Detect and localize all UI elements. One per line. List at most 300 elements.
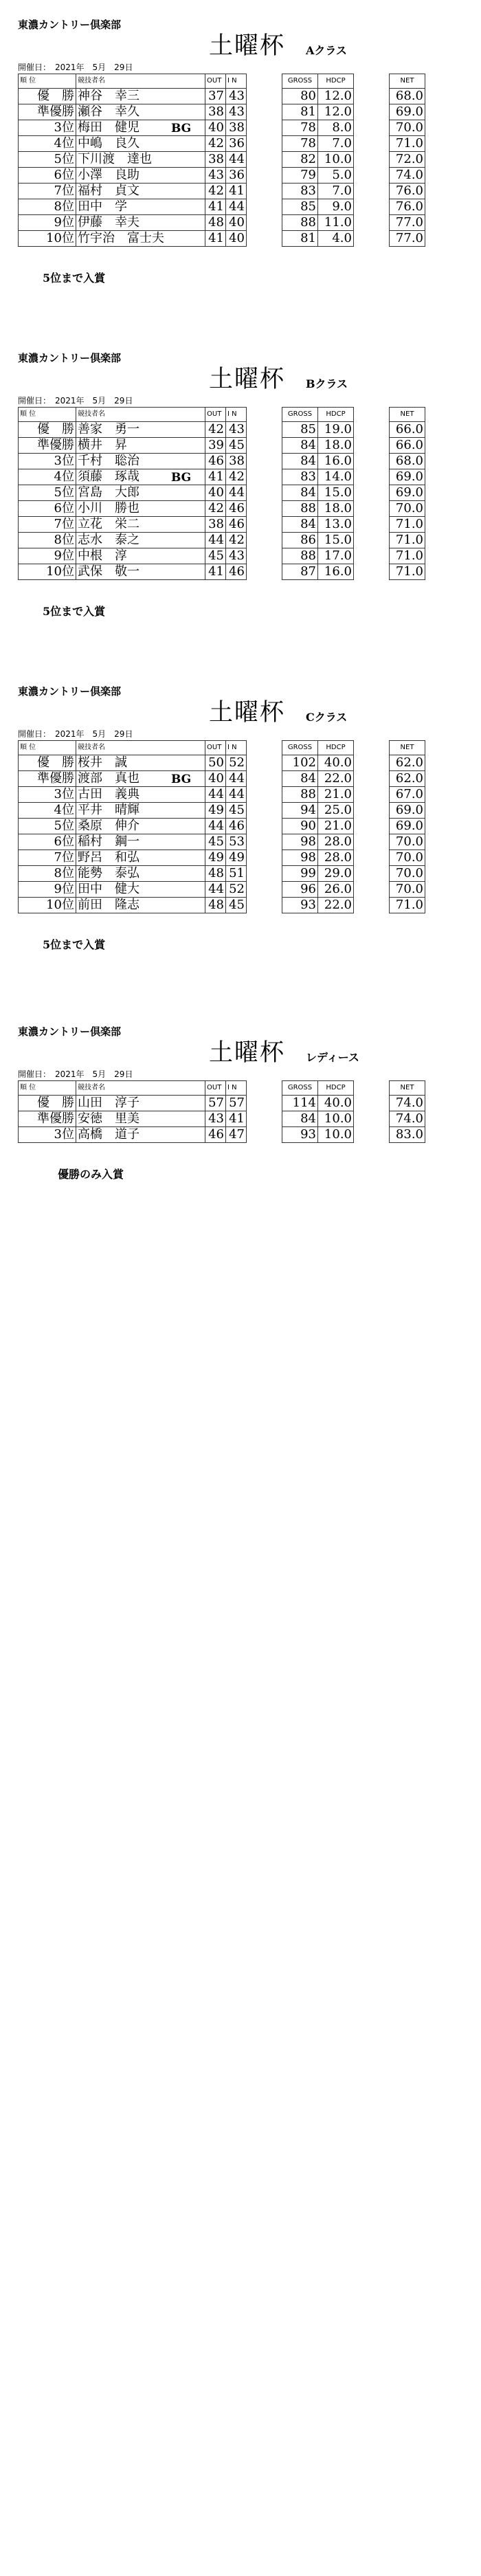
in-score-cell: 46 xyxy=(226,819,247,834)
out-score-cell: 44 xyxy=(205,787,226,803)
column-spacer xyxy=(354,548,390,564)
column-spacer xyxy=(354,882,390,898)
rank-cell: 7位 xyxy=(19,517,76,533)
column-spacer xyxy=(354,136,390,152)
net-score-cell: 71.0 xyxy=(390,517,425,533)
gross-score-cell: 102 xyxy=(282,755,318,771)
table-row xyxy=(19,184,425,199)
rank-cell: 9位 xyxy=(19,215,76,231)
column-spacer xyxy=(247,438,282,454)
player-name: 横井 昇 xyxy=(78,438,127,452)
column-spacer xyxy=(354,422,390,438)
column-header-rank: 順 位 xyxy=(19,408,76,422)
rank-cell: 優 勝 xyxy=(19,755,76,771)
rank-cell: 3位 xyxy=(19,454,76,469)
table-row xyxy=(19,231,425,247)
column-spacer xyxy=(247,408,282,422)
player-name-cell xyxy=(76,469,205,485)
player-name-cell xyxy=(76,120,205,136)
table-row xyxy=(19,120,425,136)
table-row xyxy=(19,469,425,485)
net-score-cell: 71.0 xyxy=(390,564,425,580)
player-name: 神谷 幸三 xyxy=(78,89,139,103)
rank-cell: 3位 xyxy=(19,1127,76,1143)
tournament-title: 土曜杯 xyxy=(209,699,286,726)
gross-score-cell: 85 xyxy=(282,422,318,438)
hdcp-cell: 13.0 xyxy=(318,517,354,533)
player-name: 善家 勇一 xyxy=(78,422,139,436)
player-name: 稲村 鋼一 xyxy=(78,834,139,849)
hdcp-cell: 4.0 xyxy=(318,231,354,247)
table-row xyxy=(19,755,425,771)
column-spacer xyxy=(354,120,390,136)
column-spacer xyxy=(354,850,390,866)
gross-score-cell: 83 xyxy=(282,469,318,485)
gross-score-cell: 98 xyxy=(282,834,318,850)
rank-cell: 準優勝 xyxy=(19,1111,76,1127)
results-table xyxy=(18,74,425,247)
out-score-cell: 40 xyxy=(205,771,226,787)
table-row xyxy=(19,501,425,517)
player-name: 小澤 良助 xyxy=(78,168,139,182)
in-score-cell: 41 xyxy=(226,1111,247,1127)
hdcp-cell: 22.0 xyxy=(318,898,354,913)
rank-cell: 6位 xyxy=(19,168,76,184)
club-name: 東濃カントリー倶楽部 xyxy=(18,19,122,31)
in-score-cell: 53 xyxy=(226,834,247,850)
in-score-cell: 38 xyxy=(226,120,247,136)
bg-mark: BG xyxy=(171,471,192,485)
column-spacer xyxy=(247,850,282,866)
table-row xyxy=(19,1096,425,1111)
out-score-cell: 41 xyxy=(205,469,226,485)
in-score-cell: 51 xyxy=(226,866,247,882)
gross-score-cell: 88 xyxy=(282,501,318,517)
gross-score-cell: 81 xyxy=(282,104,318,120)
rank-cell: 6位 xyxy=(19,834,76,850)
column-header-rank: 順 位 xyxy=(19,74,76,89)
net-score-cell: 67.0 xyxy=(390,787,425,803)
hdcp-cell: 10.0 xyxy=(318,152,354,168)
gross-score-cell: 94 xyxy=(282,803,318,819)
column-header-rank: 順 位 xyxy=(19,1081,76,1096)
player-name-cell xyxy=(76,104,205,120)
player-name-cell xyxy=(76,485,205,501)
player-name: 山田 淳子 xyxy=(78,1096,139,1110)
gross-score-cell: 84 xyxy=(282,454,318,469)
gross-score-cell: 83 xyxy=(282,184,318,199)
player-name-cell xyxy=(76,1127,205,1143)
in-score-cell: 38 xyxy=(226,454,247,469)
column-header-hdcp: HDCP xyxy=(318,1081,354,1096)
in-score-cell: 44 xyxy=(226,787,247,803)
table-row xyxy=(19,517,425,533)
column-spacer xyxy=(247,231,282,247)
table-row xyxy=(19,152,425,168)
rank-cell: 優 勝 xyxy=(19,89,76,104)
bg-mark: BG xyxy=(171,773,192,786)
column-spacer xyxy=(247,771,282,787)
in-score-cell: 44 xyxy=(226,152,247,168)
hdcp-cell: 18.0 xyxy=(318,501,354,517)
net-score-cell: 76.0 xyxy=(390,184,425,199)
player-name: 古田 義典 xyxy=(78,787,139,801)
table-row xyxy=(19,771,425,787)
net-score-cell: 70.0 xyxy=(390,120,425,136)
column-spacer xyxy=(247,485,282,501)
out-score-cell: 48 xyxy=(205,898,226,913)
hdcp-cell: 40.0 xyxy=(318,755,354,771)
net-score-cell: 76.0 xyxy=(390,199,425,215)
gross-score-cell: 85 xyxy=(282,199,318,215)
hdcp-cell: 10.0 xyxy=(318,1111,354,1127)
column-spacer xyxy=(354,834,390,850)
in-score-cell: 45 xyxy=(226,803,247,819)
table-row xyxy=(19,136,425,152)
in-score-cell: 42 xyxy=(226,533,247,548)
player-name: 平井 晴輝 xyxy=(78,803,139,817)
player-name: 田中 健大 xyxy=(78,882,139,896)
column-spacer xyxy=(247,803,282,819)
player-name-cell xyxy=(76,1111,205,1127)
out-score-cell: 42 xyxy=(205,501,226,517)
column-spacer xyxy=(354,564,390,580)
net-score-cell: 77.0 xyxy=(390,215,425,231)
player-name-cell xyxy=(76,1096,205,1111)
hdcp-cell: 19.0 xyxy=(318,422,354,438)
net-score-cell: 70.0 xyxy=(390,882,425,898)
player-name: 福村 貞文 xyxy=(78,184,139,198)
rank-cell: 6位 xyxy=(19,501,76,517)
column-spacer xyxy=(354,231,390,247)
player-name: 前田 隆志 xyxy=(78,898,139,912)
column-spacer xyxy=(354,755,390,771)
rank-cell: 優 勝 xyxy=(19,1096,76,1111)
event-date: 開催日： 2021年 5月 29日 xyxy=(18,396,133,406)
prize-note: 優勝のみ入賞 xyxy=(58,1168,124,1181)
column-spacer xyxy=(354,408,390,422)
rank-cell: 7位 xyxy=(19,850,76,866)
player-name: 能勢 泰弘 xyxy=(78,866,139,880)
net-score-cell: 69.0 xyxy=(390,485,425,501)
rank-cell: 4位 xyxy=(19,803,76,819)
column-header-hdcp: HDCP xyxy=(318,74,354,89)
in-score-cell: 36 xyxy=(226,136,247,152)
in-score-cell: 43 xyxy=(226,548,247,564)
net-score-cell: 70.0 xyxy=(390,501,425,517)
player-name-cell xyxy=(76,454,205,469)
hdcp-cell: 28.0 xyxy=(318,834,354,850)
hdcp-cell: 11.0 xyxy=(318,215,354,231)
out-score-cell: 44 xyxy=(205,533,226,548)
player-name-cell xyxy=(76,517,205,533)
net-score-cell: 69.0 xyxy=(390,104,425,120)
column-spacer xyxy=(354,1096,390,1111)
hdcp-cell: 16.0 xyxy=(318,564,354,580)
column-spacer xyxy=(354,1111,390,1127)
hdcp-cell: 7.0 xyxy=(318,184,354,199)
gross-score-cell: 81 xyxy=(282,231,318,247)
out-score-cell: 41 xyxy=(205,231,226,247)
out-score-cell: 37 xyxy=(205,89,226,104)
player-name-cell xyxy=(76,533,205,548)
table-row xyxy=(19,199,425,215)
column-spacer xyxy=(247,469,282,485)
table-row xyxy=(19,548,425,564)
out-score-cell: 48 xyxy=(205,215,226,231)
player-name: 渡部 真也 xyxy=(78,771,139,786)
column-spacer xyxy=(354,74,390,89)
out-score-cell: 41 xyxy=(205,199,226,215)
net-score-cell: 74.0 xyxy=(390,168,425,184)
column-header-name: 競技者名 xyxy=(76,741,205,755)
player-name-cell xyxy=(76,152,205,168)
column-spacer xyxy=(247,199,282,215)
results-section xyxy=(0,684,481,1014)
in-score-cell: 44 xyxy=(226,771,247,787)
in-score-cell: 44 xyxy=(226,199,247,215)
hdcp-cell: 7.0 xyxy=(318,136,354,152)
column-spacer xyxy=(354,517,390,533)
player-name-cell xyxy=(76,501,205,517)
table-row xyxy=(19,1127,425,1143)
out-score-cell: 39 xyxy=(205,438,226,454)
table-row xyxy=(19,882,425,898)
player-name: 宮島 大郎 xyxy=(78,485,139,500)
rank-cell: 4位 xyxy=(19,136,76,152)
club-name: 東濃カントリー倶楽部 xyxy=(18,352,122,364)
column-header-name: 競技者名 xyxy=(76,408,205,422)
column-spacer xyxy=(247,787,282,803)
player-name-cell xyxy=(76,803,205,819)
net-score-cell: 74.0 xyxy=(390,1096,425,1111)
player-name-cell xyxy=(76,755,205,771)
gross-score-cell: 84 xyxy=(282,438,318,454)
in-score-cell: 44 xyxy=(226,485,247,501)
club-name: 東濃カントリー倶楽部 xyxy=(18,1025,122,1038)
prize-note: 5位まで入賞 xyxy=(43,938,106,951)
out-score-cell: 42 xyxy=(205,422,226,438)
tournament-title: 土曜杯 xyxy=(209,366,286,393)
gross-score-cell: 79 xyxy=(282,168,318,184)
out-score-cell: 57 xyxy=(205,1096,226,1111)
class-label: Bクラス xyxy=(306,377,348,390)
bg-mark: BG xyxy=(171,122,192,135)
out-score-cell: 49 xyxy=(205,803,226,819)
player-name: 武保 敬一 xyxy=(78,564,139,579)
rank-cell: 5位 xyxy=(19,819,76,834)
table-row xyxy=(19,168,425,184)
in-score-cell: 52 xyxy=(226,882,247,898)
gross-score-cell: 96 xyxy=(282,882,318,898)
in-score-cell: 43 xyxy=(226,104,247,120)
hdcp-cell: 15.0 xyxy=(318,485,354,501)
player-name-cell xyxy=(76,548,205,564)
player-name-cell xyxy=(76,850,205,866)
column-spacer xyxy=(247,136,282,152)
player-name-cell xyxy=(76,771,205,787)
column-spacer xyxy=(247,741,282,755)
column-header-out: OUT xyxy=(205,741,226,755)
player-name: 桜井 誠 xyxy=(78,755,127,770)
player-name-cell xyxy=(76,89,205,104)
player-name-cell xyxy=(76,898,205,913)
player-name-cell xyxy=(76,787,205,803)
column-spacer xyxy=(247,882,282,898)
player-name: 立花 栄二 xyxy=(78,517,139,531)
hdcp-cell: 40.0 xyxy=(318,1096,354,1111)
results-table xyxy=(18,407,425,580)
gross-score-cell: 99 xyxy=(282,866,318,882)
gross-score-cell: 78 xyxy=(282,136,318,152)
table-row xyxy=(19,454,425,469)
player-name-cell xyxy=(76,184,205,199)
hdcp-cell: 5.0 xyxy=(318,168,354,184)
in-score-cell: 42 xyxy=(226,469,247,485)
player-name: 伊藤 幸夫 xyxy=(78,215,139,230)
column-header-rank: 順 位 xyxy=(19,741,76,755)
player-name: 竹宇治 富士夫 xyxy=(78,231,164,245)
net-score-cell: 69.0 xyxy=(390,803,425,819)
out-score-cell: 48 xyxy=(205,866,226,882)
net-score-cell: 71.0 xyxy=(390,548,425,564)
rank-cell: 準優勝 xyxy=(19,438,76,454)
player-name-cell xyxy=(76,882,205,898)
player-name: 野呂 和弘 xyxy=(78,850,139,865)
player-name-cell xyxy=(76,438,205,454)
column-spacer xyxy=(354,215,390,231)
table-header xyxy=(19,408,425,422)
out-score-cell: 42 xyxy=(205,184,226,199)
out-score-cell: 45 xyxy=(205,834,226,850)
player-name: 中嶋 良久 xyxy=(78,136,139,151)
player-name-cell xyxy=(76,866,205,882)
in-score-cell: 46 xyxy=(226,564,247,580)
net-score-cell: 68.0 xyxy=(390,454,425,469)
gross-score-cell: 78 xyxy=(282,120,318,136)
column-header-out: OUT xyxy=(205,408,226,422)
player-name-cell xyxy=(76,231,205,247)
in-score-cell: 40 xyxy=(226,231,247,247)
net-score-cell: 69.0 xyxy=(390,469,425,485)
net-score-cell: 71.0 xyxy=(390,136,425,152)
column-header-in: I N xyxy=(226,74,247,89)
gross-score-cell: 98 xyxy=(282,850,318,866)
results-section xyxy=(0,1024,481,1354)
gross-score-cell: 90 xyxy=(282,819,318,834)
column-spacer xyxy=(247,215,282,231)
column-spacer xyxy=(247,152,282,168)
results-table xyxy=(18,740,425,913)
column-spacer xyxy=(354,199,390,215)
column-header-net: NET xyxy=(390,74,425,89)
player-name-cell xyxy=(76,564,205,580)
hdcp-cell: 21.0 xyxy=(318,819,354,834)
column-header-in: I N xyxy=(226,408,247,422)
column-header-gross: GROSS xyxy=(282,741,318,755)
in-score-cell: 47 xyxy=(226,1127,247,1143)
in-score-cell: 49 xyxy=(226,850,247,866)
gross-score-cell: 80 xyxy=(282,89,318,104)
hdcp-cell: 29.0 xyxy=(318,866,354,882)
rank-cell: 9位 xyxy=(19,548,76,564)
table-row xyxy=(19,898,425,913)
event-date: 開催日： 2021年 5月 29日 xyxy=(18,1069,133,1079)
rank-cell: 10位 xyxy=(19,898,76,913)
column-spacer xyxy=(247,834,282,850)
net-score-cell: 72.0 xyxy=(390,152,425,168)
column-header-gross: GROSS xyxy=(282,74,318,89)
column-spacer xyxy=(247,454,282,469)
rank-cell: 9位 xyxy=(19,882,76,898)
results-section xyxy=(0,351,481,680)
column-spacer xyxy=(247,564,282,580)
table-row xyxy=(19,866,425,882)
table-row xyxy=(19,834,425,850)
column-spacer xyxy=(354,501,390,517)
gross-score-cell: 86 xyxy=(282,533,318,548)
column-spacer xyxy=(247,517,282,533)
column-spacer xyxy=(354,898,390,913)
gross-score-cell: 84 xyxy=(282,485,318,501)
net-score-cell: 70.0 xyxy=(390,866,425,882)
gross-score-cell: 84 xyxy=(282,771,318,787)
column-spacer xyxy=(354,184,390,199)
club-name: 東濃カントリー倶楽部 xyxy=(18,685,122,698)
column-spacer xyxy=(247,819,282,834)
column-spacer xyxy=(354,533,390,548)
results-section xyxy=(0,17,481,347)
player-name: 瀬谷 幸久 xyxy=(78,104,139,119)
player-name-cell xyxy=(76,215,205,231)
column-header-in: I N xyxy=(226,1081,247,1096)
column-header-net: NET xyxy=(390,741,425,755)
out-score-cell: 50 xyxy=(205,755,226,771)
hdcp-cell: 12.0 xyxy=(318,104,354,120)
out-score-cell: 44 xyxy=(205,819,226,834)
table-row xyxy=(19,787,425,803)
tournament-title: 土曜杯 xyxy=(209,1039,286,1067)
class-label: レディース xyxy=(306,1051,359,1064)
player-name: 千村 聡治 xyxy=(78,454,139,468)
column-spacer xyxy=(354,469,390,485)
player-name-cell xyxy=(76,819,205,834)
out-score-cell: 43 xyxy=(205,168,226,184)
player-name-cell xyxy=(76,834,205,850)
out-score-cell: 40 xyxy=(205,485,226,501)
table-row xyxy=(19,485,425,501)
column-header-gross: GROSS xyxy=(282,408,318,422)
column-spacer xyxy=(247,104,282,120)
player-name-cell xyxy=(76,422,205,438)
hdcp-cell: 17.0 xyxy=(318,548,354,564)
class-label: Aクラス xyxy=(306,44,347,57)
column-spacer xyxy=(354,771,390,787)
table-row xyxy=(19,819,425,834)
net-score-cell: 70.0 xyxy=(390,850,425,866)
gross-score-cell: 88 xyxy=(282,215,318,231)
hdcp-cell: 8.0 xyxy=(318,120,354,136)
net-score-cell: 68.0 xyxy=(390,89,425,104)
column-spacer xyxy=(354,438,390,454)
table-header xyxy=(19,1081,425,1096)
player-name: 志水 泰之 xyxy=(78,533,139,547)
column-spacer xyxy=(354,485,390,501)
table-row xyxy=(19,564,425,580)
column-header-in: I N xyxy=(226,741,247,755)
column-spacer xyxy=(354,1127,390,1143)
column-spacer xyxy=(247,1081,282,1096)
